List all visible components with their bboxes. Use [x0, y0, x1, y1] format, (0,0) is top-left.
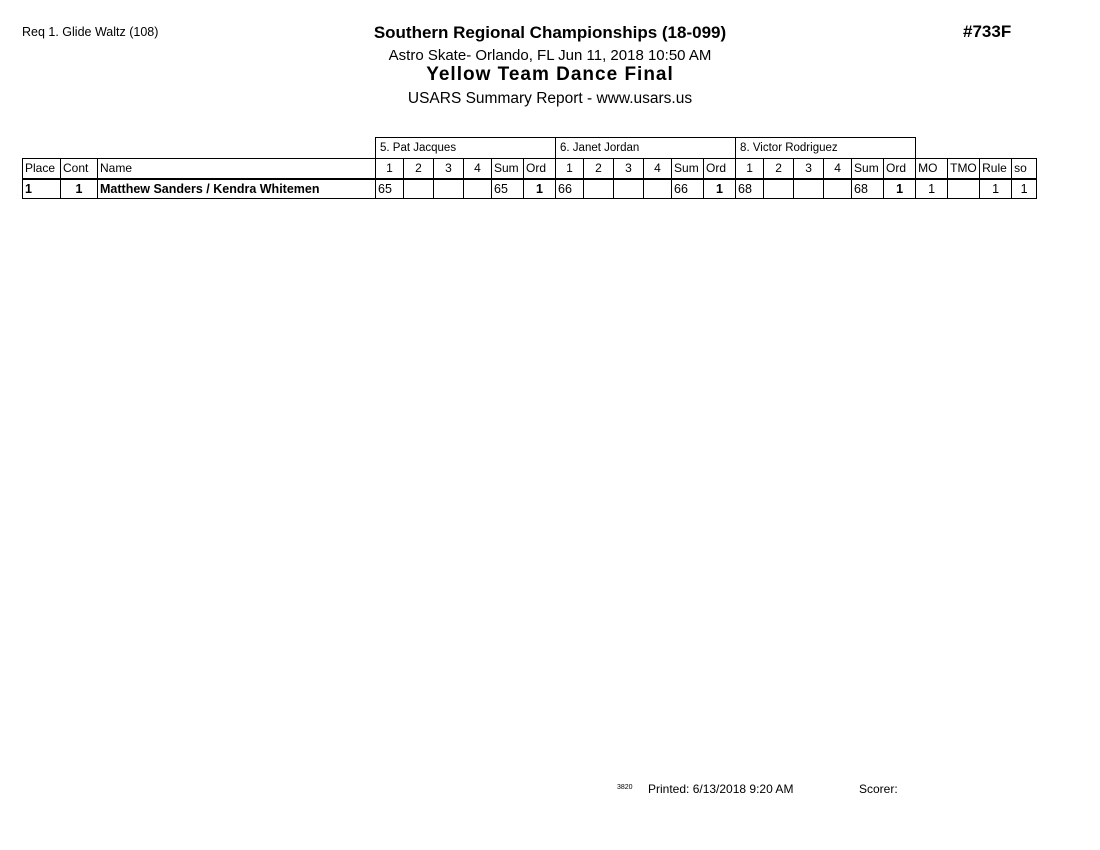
header-judge-c1: 1	[556, 159, 584, 179]
results-table	[22, 137, 1037, 199]
header-judge-c2: 2	[404, 159, 434, 179]
ord-cell: 1	[524, 179, 556, 199]
header-judge-c4: 4	[824, 159, 852, 179]
sum-cell: 65	[492, 179, 524, 199]
header-place: Place	[23, 159, 61, 179]
header-judge-sum: Sum	[672, 159, 704, 179]
header-mo: MO	[916, 159, 948, 179]
score-cell	[404, 179, 434, 199]
header-tmo: TMO	[948, 159, 980, 179]
footer-page-code: 3820	[617, 784, 633, 791]
score-cell	[584, 179, 614, 199]
championship-title: Southern Regional Championships (18-099)	[373, 23, 727, 42]
ord-cell: 1	[704, 179, 736, 199]
header-judge-c4: 4	[644, 159, 672, 179]
header-judge-c1: 1	[736, 159, 764, 179]
score-cell	[764, 179, 794, 199]
tmo-cell	[948, 179, 980, 199]
sum-cell: 68	[852, 179, 884, 199]
requirement-label: Req 1. Glide Waltz (108)	[22, 25, 159, 39]
header-judge-sum: Sum	[852, 159, 884, 179]
mo-cell: 1	[916, 179, 948, 199]
header-name: Name	[98, 159, 376, 179]
score-cell	[464, 179, 492, 199]
judge-name-cell: 5. Pat Jacques	[376, 138, 556, 159]
header-judge-c1: 1	[376, 159, 404, 179]
judge-header-row	[23, 138, 1037, 159]
judge-name-cell: 6. Janet Jordan	[556, 138, 736, 159]
score-cell	[614, 179, 644, 199]
score-cell	[824, 179, 852, 199]
ord-cell: 1	[884, 179, 916, 199]
header-judge-c4: 4	[464, 159, 492, 179]
header-judge-c3: 3	[794, 159, 824, 179]
event-number: #733F	[963, 22, 1012, 41]
header-so: so	[1012, 159, 1037, 179]
header-judge-c3: 3	[434, 159, 464, 179]
header-cont: Cont	[61, 159, 98, 179]
judge-name-cell: 8. Victor Rodriguez	[736, 138, 916, 159]
score-cell: 68	[736, 179, 764, 199]
header-judge-sum: Sum	[492, 159, 524, 179]
cont-cell: 1	[61, 179, 98, 199]
footer-scorer-label: Scorer:	[859, 782, 898, 796]
footer-printed-timestamp: Printed: 6/13/2018 9:20 AM	[648, 782, 794, 796]
header-judge-ord: Ord	[524, 159, 556, 179]
judge-row-spacer-right	[916, 138, 1037, 159]
header-judge-c2: 2	[764, 159, 794, 179]
score-cell	[644, 179, 672, 199]
venue-date-line: Astro Skate- Orlando, FL Jun 11, 2018 10:50 AM	[388, 47, 712, 64]
header-judge-ord: Ord	[884, 159, 916, 179]
header-judge-c2: 2	[584, 159, 614, 179]
score-cell	[434, 179, 464, 199]
column-header-row	[23, 159, 1037, 179]
sum-cell: 66	[672, 179, 704, 199]
rule-cell: 1	[980, 179, 1012, 199]
score-cell: 66	[556, 179, 584, 199]
header-judge-c3: 3	[614, 159, 644, 179]
result-row	[23, 179, 1037, 199]
score-cell	[794, 179, 824, 199]
judge-row-spacer-left	[23, 138, 376, 159]
header-judge-ord: Ord	[704, 159, 736, 179]
so-cell: 1	[1012, 179, 1037, 199]
report-type-line: USARS Summary Report - www.usars.us	[407, 90, 693, 107]
event-title: Yellow Team Dance Final	[426, 64, 674, 85]
skater-name-cell: Matthew Sanders / Kendra Whitemen	[98, 179, 376, 199]
place-cell: 1	[23, 179, 61, 199]
header-rule: Rule	[980, 159, 1012, 179]
score-cell: 65	[376, 179, 404, 199]
